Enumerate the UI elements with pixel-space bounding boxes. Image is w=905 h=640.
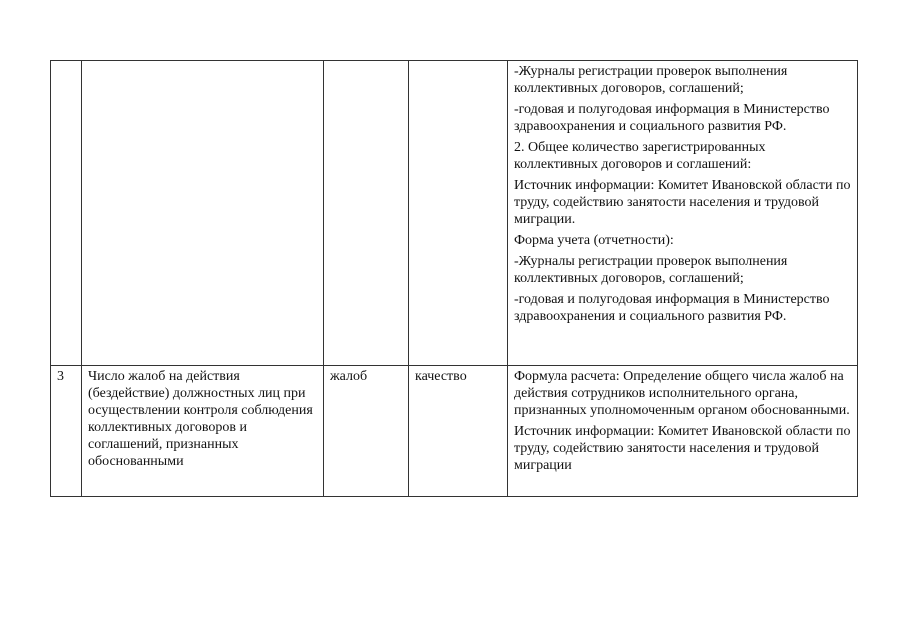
cell-description	[508, 366, 858, 497]
cell-indicator: Число жалоб на действия (бездействие) должностных лиц при осуществлении контроля соблюдения коллективных договоров и соглашений, признанных обоснованными	[82, 366, 324, 497]
description-paragraph: 2. Общее количество зарегистрированных коллективных договоров и соглашений:	[514, 140, 766, 172]
indicators-table	[50, 60, 858, 497]
cell-number: 3	[51, 366, 82, 497]
description-paragraph: Источник информации: Комитет Ивановской области по труду, содействию занятости населения и трудовой миграции	[514, 424, 851, 473]
description-paragraph: -годовая и полугодовая информация в Министерство здравоохранения и социального развития РФ.	[514, 102, 830, 134]
description-paragraph: -годовая и полугодовая информация в Министерство здравоохранения и социального развития РФ.	[514, 292, 830, 324]
description-paragraph: -Журналы регистрации проверок выполнения коллективных договоров, соглашений;	[514, 64, 788, 96]
cell-indicator	[82, 61, 324, 366]
cell-description	[508, 61, 858, 366]
cell-type	[409, 61, 508, 366]
table-row	[51, 366, 858, 497]
cell-number	[51, 61, 82, 366]
description-paragraph: Источник информации: Комитет Ивановской области по труду, содействию занятости населения и трудовой миграции.	[514, 178, 851, 227]
description-paragraph: -Журналы регистрации проверок выполнения коллективных договоров, соглашений;	[514, 254, 788, 286]
cell-unit: жалоб	[324, 366, 409, 497]
description-paragraph: Формула расчета: Определение общего числа жалоб на действия сотрудников исполнительного органа, признанных уполномоченным органом обоснованными.	[514, 369, 850, 418]
cell-unit	[324, 61, 409, 366]
cell-type: качество	[409, 366, 508, 497]
description-paragraph: Форма учета (отчетности):	[514, 233, 674, 248]
table-row	[51, 61, 858, 366]
